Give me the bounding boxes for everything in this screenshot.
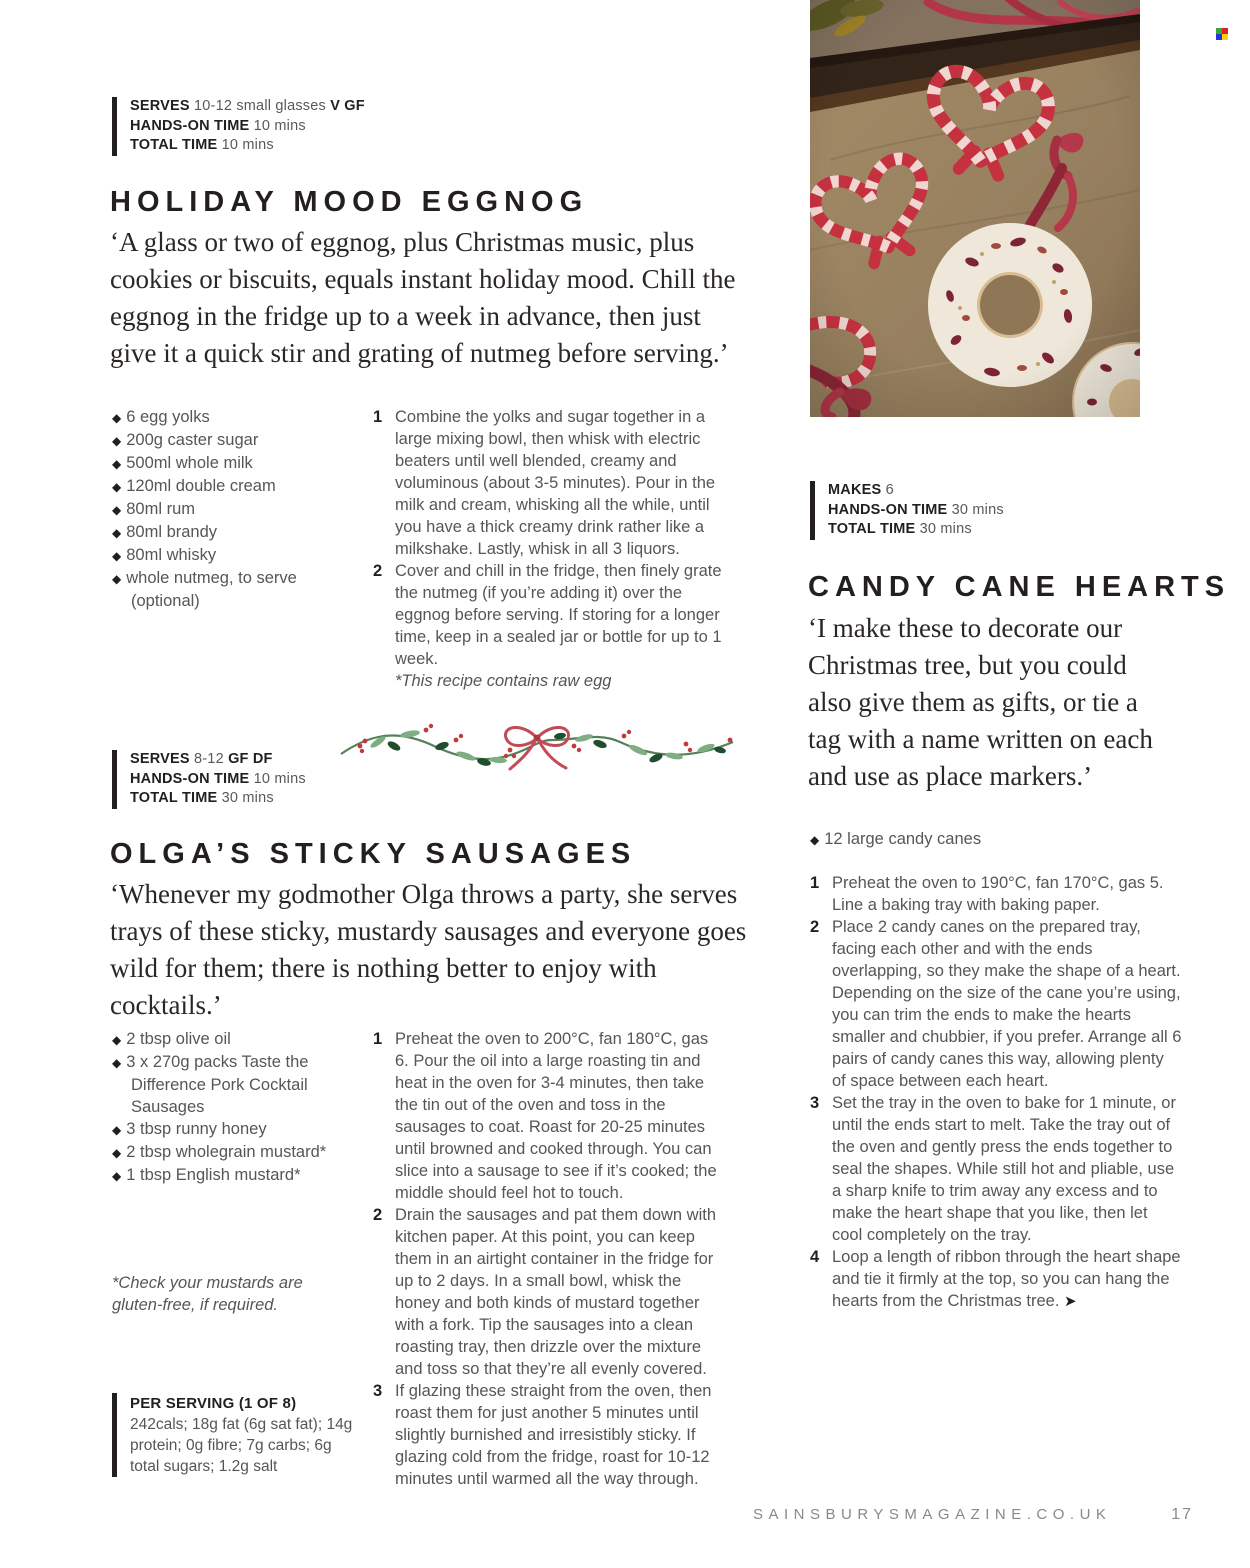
- eggnog-title: HOLIDAY MOOD EGGNOG: [110, 186, 589, 218]
- continue-arrow-icon: ➤: [1064, 1293, 1077, 1310]
- serves-label: SERVES: [130, 98, 190, 114]
- per-serving-block: [112, 1393, 365, 1477]
- hands-on-value: 30 mins: [951, 501, 1004, 518]
- diamond-bullet-icon: ◆: [112, 1146, 122, 1160]
- magazine-url: SAINSBURYSMAGAZINE.CO.UK: [753, 1506, 1112, 1523]
- list-item: ◆ 200g caster sugar: [112, 431, 259, 449]
- serves-label: SERVES: [130, 751, 190, 767]
- candy-intro-quote: ‘I make these to decorate our Christmas tree, but you could also give them as gifts, or tie a tag with a name written on each and use as place markers.’: [808, 613, 1153, 791]
- diamond-bullet-icon: ◆: [112, 526, 122, 540]
- method-step: 1 Preheat the oven to 200°C, fan 180°C, gas 6. Pour the oil into a large roasting tin and heat in the oven for 3-4 minutes, then take the tin out of the oven and toss in the sausages to coat. Roast for 20-25 minutes until browned and cooked through. You can slice into a sausage to see if it’s cooked; the middle should feel hot to touch.: [373, 1030, 717, 1202]
- diamond-bullet-icon: ◆: [112, 503, 122, 517]
- serves-value: 8-12: [194, 751, 224, 767]
- sausages-intro-quote: ‘Whenever my godmother Olga throws a party, she serves trays of these sticky, mustardy sausages and everyone goes wild for them; there is nothing better to enjoy with cocktails.’: [110, 879, 747, 1020]
- list-item: ◆ 2 tbsp olive oil: [112, 1030, 231, 1048]
- candy-ingredients: [810, 828, 1150, 851]
- sausages-ingredients: [112, 1028, 327, 1187]
- total-time-value: 30 mins: [919, 521, 972, 537]
- method-step: 3 If glazing these straight from the oven, then roast them for just another 5 minutes until slightly burnished and irresistibly sticky. If glazing cold from the fridge, roast for 10-12 minutes until warmed all the way through.: [373, 1382, 712, 1488]
- total-time-label: TOTAL TIME: [130, 137, 218, 153]
- list-item: ◆ 6 egg yolks: [112, 408, 210, 426]
- diamond-bullet-icon: ◆: [112, 480, 122, 494]
- total-time-value: 10 mins: [221, 137, 274, 153]
- raw-egg-footnote: *This recipe contains raw egg: [395, 672, 612, 690]
- diet-badges: V GF: [330, 98, 365, 114]
- mustard-note: *Check your mustards are gluten-free, if required.: [112, 1274, 303, 1314]
- hands-on-value: 10 mins: [253, 770, 306, 787]
- method-step: 2 Cover and chill in the fridge, then finely grate the nutmeg (if you’re adding it) over the eggnog before serving. If storing for a longer time, keep in a sealed jar or bottle for up to 1 week. *This recipe contains raw egg: [373, 562, 722, 690]
- diamond-bullet-icon: ◆: [810, 833, 820, 847]
- list-item: ◆ 120ml double cream: [112, 477, 276, 495]
- diamond-bullet-icon: ◆: [112, 1056, 122, 1070]
- hands-on-value: 10 mins: [253, 117, 306, 134]
- total-time-value: 30 mins: [221, 790, 274, 806]
- method-step: 2 Drain the sausages and pat them down with kitchen paper. At this point, you can keep them in an airtight container in the fridge for up to 2 days. In a small bowl, whisk the honey and both kinds of mustard together with a fork. Tip the sausages into a clean roasting tray, then drizzle over the mixture and toss so that they’re all evenly covered.: [373, 1206, 717, 1378]
- list-item: ◆ 80ml brandy: [112, 523, 218, 541]
- method-step: 1 Combine the yolks and sugar together in a large mixing bowl, then whisk with electric beaters until well blended, creamy and voluminous (about 3-5 minutes). Pour in the milk and cream, whisking all the while, until you have a thick creamy drink rather like a milkshake. Lastly, whisk in all 3 liquors.: [373, 408, 716, 558]
- diamond-bullet-icon: ◆: [112, 1169, 122, 1183]
- diamond-bullet-icon: ◆: [112, 572, 122, 586]
- candy-method: [810, 872, 1182, 1313]
- eggnog-method: [373, 406, 725, 692]
- diamond-bullet-icon: ◆: [112, 1033, 122, 1047]
- method-step: 3 Set the tray in the oven to bake for 1 minute, or until the ends start to melt. Take the tray out of the oven and gently press the ends together to seal the shapes. While still hot and pliable, use a sharp knife to trim away any excess and to make the heart shape that you like, then let cool completely on the tray.: [810, 1094, 1176, 1244]
- list-item: ◆ 3 x 270g packs Taste the Difference Pork Cocktail Sausages: [112, 1053, 309, 1116]
- candy-cane-hearts-photo: [810, 0, 1140, 417]
- diamond-bullet-icon: ◆: [112, 411, 122, 425]
- page-footer: [753, 1506, 1193, 1524]
- per-serving-label: PER SERVING (1 OF 8): [130, 1395, 297, 1412]
- list-item: ◆ 1 tbsp English mustard*: [112, 1166, 301, 1184]
- diamond-bullet-icon: ◆: [112, 457, 122, 471]
- method-step: 1 Preheat the oven to 190°C, fan 170°C, gas 5. Line a baking tray with baking paper.: [810, 874, 1164, 914]
- eggnog-intro-quote: ‘A glass or two of eggnog, plus Christmas music, plus cookies or biscuits, equals instant holiday mood. Chill the eggnog in the fridge up to a week in advance, then just give it a quick stir and grating of nutmeg before serving.’: [110, 227, 736, 368]
- list-item: ◆ 500ml whole milk: [112, 454, 253, 472]
- eggnog-ingredients: [112, 406, 340, 612]
- hands-on-label: HANDS-ON TIME: [130, 770, 250, 787]
- list-item: ◆ 3 tbsp runny honey: [112, 1120, 267, 1138]
- total-time-label: TOTAL TIME: [828, 521, 916, 537]
- method-step: 2 Place 2 candy canes on the prepared tray, facing each other and with the ends overlapping, so they make the shape of a heart. Depending on the size of the cane you’re using, you can trim the ends to make the hearts smaller and chubbier, if you prefer. Arrange all 6 pairs of candy canes this way, allowing plenty of space between each heart.: [810, 918, 1182, 1090]
- method-step: 4 Loop a length of ribbon through the heart shape and tie it firmly at the top, so you can hang the hearts from the Christmas tree. ➤: [810, 1248, 1181, 1310]
- sausages-method: [373, 1028, 725, 1490]
- diamond-bullet-icon: ◆: [112, 434, 122, 448]
- list-item: ◆ 80ml whisky: [112, 546, 217, 564]
- page-number: 17: [1171, 1506, 1193, 1523]
- candy-info-block: [810, 481, 1158, 540]
- diet-badges: GF DF: [228, 751, 273, 767]
- makes-label: MAKES: [828, 482, 882, 498]
- hands-on-label: HANDS-ON TIME: [828, 501, 948, 518]
- sausages-title: OLGA’S STICKY SAUSAGES: [110, 838, 637, 870]
- list-item: ◆ 80ml rum: [112, 500, 195, 518]
- list-item: ◆ whole nutmeg, to serve (optional): [112, 569, 297, 610]
- diamond-bullet-icon: ◆: [112, 549, 122, 563]
- list-item: ◆ 12 large candy canes: [810, 830, 982, 848]
- list-item: ◆ 2 tbsp wholegrain mustard*: [112, 1143, 327, 1161]
- makes-value: 6: [885, 482, 894, 498]
- eggnog-info-block: [112, 97, 460, 156]
- color-swatch-icon: [1216, 28, 1228, 40]
- hands-on-label: HANDS-ON TIME: [130, 117, 250, 134]
- serves-value: 10-12 small glasses: [194, 98, 326, 114]
- sausages-info-block: [112, 750, 460, 809]
- candy-title: CANDY CANE HEARTS: [808, 571, 1231, 603]
- total-time-label: TOTAL TIME: [130, 790, 218, 806]
- per-serving-values: 242cals; 18g fat (6g sat fat); 14g protein; 0g fibre; 7g carbs; 6g total sugars; 1.2g salt: [130, 1416, 353, 1475]
- diamond-bullet-icon: ◆: [112, 1123, 122, 1137]
